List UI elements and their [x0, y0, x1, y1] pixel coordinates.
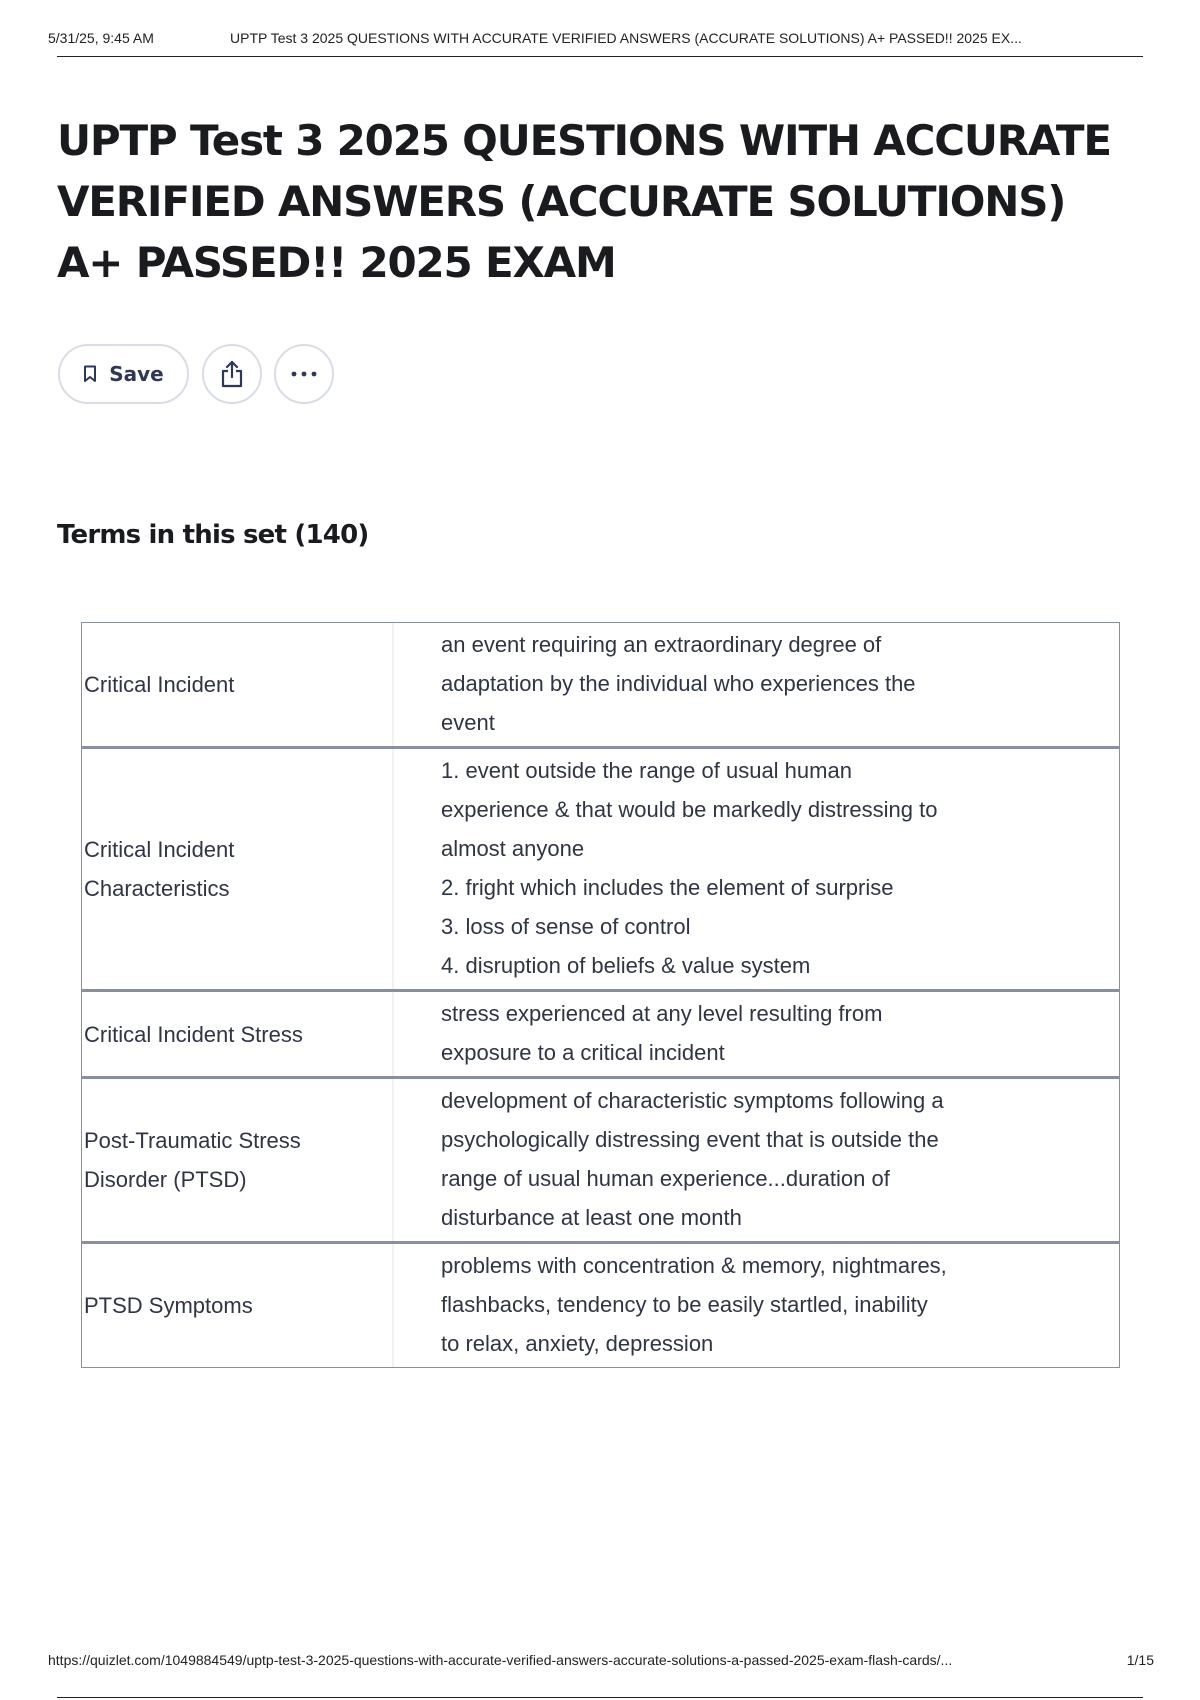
term-row — [82, 1241, 1119, 1367]
definition-text: experience & that would be markedly distressing to — [441, 797, 938, 822]
action-bar — [58, 344, 334, 404]
definition-text: 1. event outside the range of usual human — [441, 758, 852, 783]
share-icon — [219, 360, 245, 388]
term-row — [82, 746, 1119, 989]
page-title — [57, 110, 1147, 293]
definition-text: psychologically distressing event that is outside the — [441, 1127, 939, 1152]
term-cell — [82, 992, 394, 1076]
term-text: Post-Traumatic Stress — [84, 1128, 301, 1153]
definition-cell — [394, 992, 1119, 1076]
terms-table — [81, 622, 1120, 1368]
definition-text: problems with concentration & memory, nightmares, — [441, 1253, 947, 1278]
page-number: 1/15 — [1126, 1652, 1154, 1668]
term-row — [82, 623, 1119, 746]
definition-text: development of characteristic symptoms following a — [441, 1088, 944, 1113]
print-date: 5/31/25, 9:45 AM — [48, 30, 154, 46]
footer-rule — [57, 1697, 1143, 1698]
term-row — [82, 989, 1119, 1076]
definition-text: 4. disruption of beliefs & value system — [441, 953, 811, 978]
definition-text: 2. fright which includes the element of surprise — [441, 875, 894, 900]
term-cell — [82, 749, 394, 989]
definition-cell — [394, 1079, 1119, 1241]
page-title-line: VERIFIED ANSWERS (ACCURATE SOLUTIONS) — [57, 177, 1066, 226]
term-cell — [82, 1079, 394, 1241]
page-title-line: A+ PASSED!! 2025 EXAM — [57, 238, 616, 287]
definition-text: disturbance at least one month — [441, 1205, 742, 1230]
print-doc-title: UPTP Test 3 2025 QUESTIONS WITH ACCURATE VERIFIED ANSWERS (ACCURATE SOLUTIONS) A+ PASSED!! 2025 EX... — [230, 30, 1022, 46]
definition-text: flashbacks, tendency to be easily startled, inability — [441, 1292, 928, 1317]
term-text: Characteristics — [84, 876, 230, 901]
term-cell — [82, 623, 394, 746]
definition-text: an event requiring an extraordinary degree of — [441, 632, 882, 657]
definition-cell — [394, 749, 1119, 989]
print-url: https://quizlet.com/1049884549/uptp-test-3-2025-questions-with-accurate-verified-answers-accurate-solutions-a-passed-2025-exam-flash-cards/... — [48, 1652, 953, 1668]
print-footer — [48, 1652, 1154, 1668]
term-text: Critical Incident — [84, 837, 235, 862]
terms-heading: Terms in this set (140) — [57, 520, 369, 550]
definition-text: 3. loss of sense of control — [441, 914, 691, 939]
term-row — [82, 1076, 1119, 1241]
definition-text: adaptation by the individual who experiences the — [441, 671, 916, 696]
term-cell — [82, 1244, 394, 1367]
bookmark-icon — [83, 365, 97, 383]
page-title-line: UPTP Test 3 2025 QUESTIONS WITH ACCURATE — [57, 116, 1111, 165]
term-text: PTSD Symptoms — [84, 1293, 253, 1318]
definition-cell — [394, 1244, 1119, 1367]
save-label: Save — [109, 362, 164, 386]
term-text: Critical Incident Stress — [84, 1021, 303, 1047]
definition-cell — [394, 623, 1119, 746]
definition-text: to relax, anxiety, depression — [441, 1331, 714, 1356]
definition-text: almost anyone — [441, 836, 585, 861]
more-icon — [291, 371, 317, 377]
definition-text: range of usual human experience...duration of — [441, 1166, 890, 1191]
header-rule — [57, 56, 1143, 57]
print-header — [48, 30, 1143, 46]
term-text: Critical Incident — [84, 672, 235, 697]
more-options-button[interactable] — [274, 344, 334, 404]
save-button[interactable] — [58, 344, 189, 404]
definition-text: stress experienced at any level resulting from — [441, 1001, 883, 1026]
definition-text: exposure to a critical incident — [441, 1040, 725, 1065]
share-button[interactable] — [202, 344, 262, 404]
definition-text: event — [441, 710, 495, 735]
term-text: Disorder (PTSD) — [84, 1167, 247, 1192]
